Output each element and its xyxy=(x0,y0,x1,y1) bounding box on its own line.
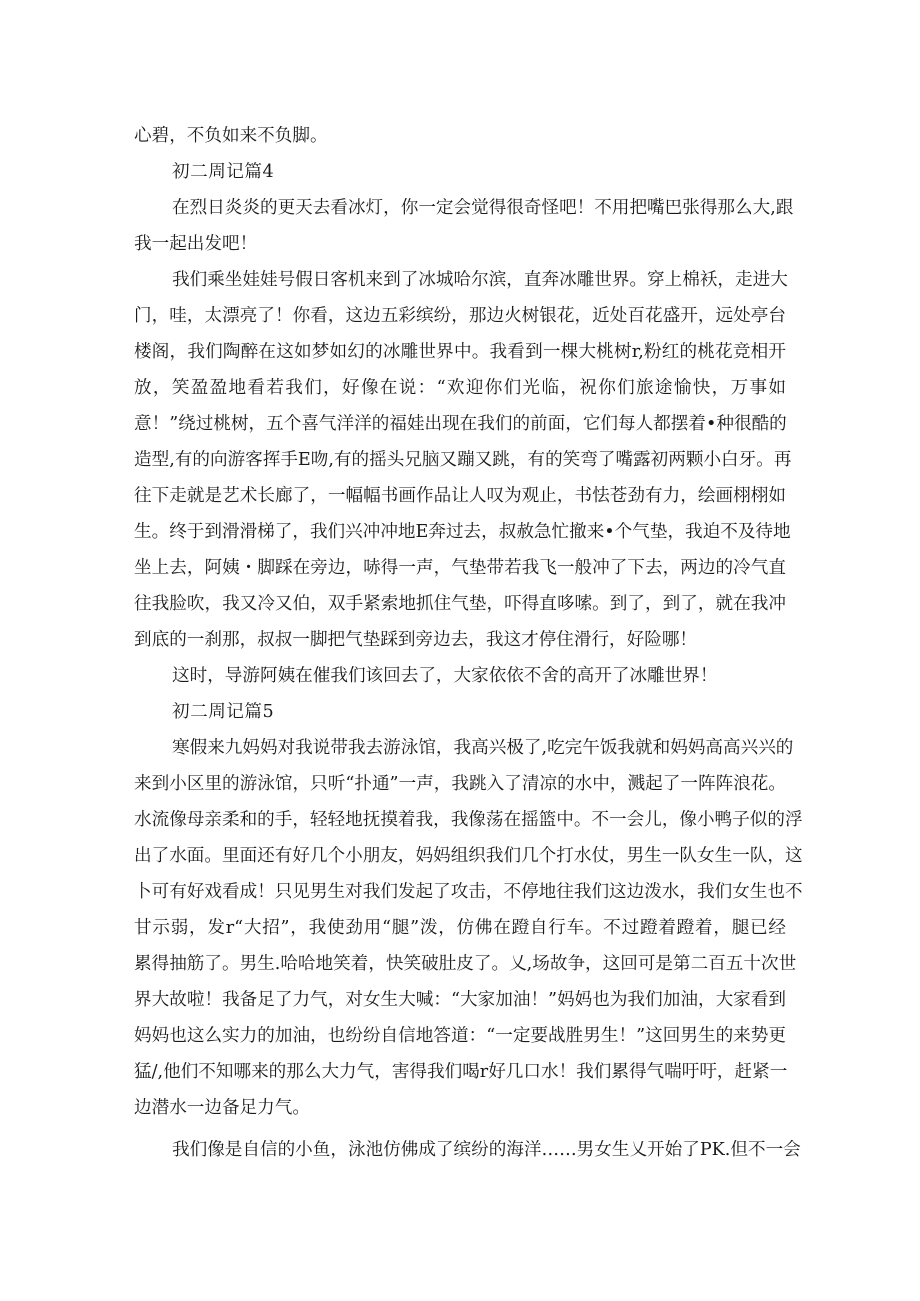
paragraph-line: 甘示弱，发r“大招”，我使劲用“腿”泼，仿佛在蹬自行车。不过蹬着蹬着，腿已经 xyxy=(134,918,786,938)
paragraph-line: 水流像母亲柔和的手，轻轻地抚摸着我，我像荡在摇篮中。不一会儿，像小鸭子似的浮 xyxy=(134,810,803,830)
paragraph-line: 来到小区里的游泳馆，只听“扑通”一声，我跳入了清凉的水中，溅起了一阵阵浪花。 xyxy=(134,774,786,794)
paragraph-line: 楼阁，我们陶醉在这如梦如幻的冰雕世界中。我看到一棵大桃树r,粉红的桃花竞相开 xyxy=(134,342,786,362)
paragraph-line: 边潜水一边备足力气。 xyxy=(134,1098,310,1118)
paragraph-line: 我们乘坐娃娃号假日客机来到了冰城哈尔滨，直奔冰雕世界。穿上棉袄，走进大 xyxy=(172,270,788,290)
section-heading: 初二周记篇5 xyxy=(172,702,275,722)
paragraph-line: 这时，导游阿姨在催我们该回去了，大家依依不舍的高开了冰雕世界！ xyxy=(172,666,718,686)
paragraph-line: 到底的一刹那，叔叔一脚把气垫踩到旁边去，我这才停住滑行，好险哪！ xyxy=(134,630,698,650)
paragraph-line: 造型,有的向游客挥手E吻,有的摇头兄脑又蹦又跳，有的笑弯了嘴露初两颗小白牙。再 xyxy=(134,450,792,470)
paragraph-line: 出了水面。里面还有好几个小朋友，妈妈组织我们几个打水仗，男生一队女生一队，这 xyxy=(134,846,803,866)
paragraph-line: 在烈日炎炎的更天去看冰灯，你一定会觉得很奇怪吧！不用把嘴巴张得那么大,跟 xyxy=(172,198,794,218)
paragraph-line: 心碧，不负如来不负脚。 xyxy=(134,126,328,146)
paragraph-line: 门，哇，太漂亮了！你看，这边五彩缤纷，那边火树银花，近处百花盛开，远处亭台 xyxy=(134,306,786,326)
paragraph-line: 我一起出发吧！ xyxy=(134,234,258,254)
paragraph-line: 妈妈也这么实力的加油，也纷纷自信地答道：“一定要战胜男生！”这回男生的来势更 xyxy=(134,1026,786,1046)
paragraph-line: 寒假来九妈妈对我说带我去游泳馆，我高兴极了,吃完午饭我就和妈妈高高兴兴的 xyxy=(172,738,794,758)
section-heading: 初二周记篇4 xyxy=(172,162,275,182)
paragraph-line: 界大故啦！我备足了力气，对女生大喊：“大家加油！”妈妈也为我们加油，大家看到 xyxy=(134,990,786,1010)
paragraph-line: 往我脸吹，我又冷又伯，双手紧索地抓住气垫，吓得直哆嗦。到了，到了，就在我冲 xyxy=(134,594,786,614)
paragraph-line: 意！”绕过桃树，五个喜气洋洋的福娃出现在我们的前面，它们每人都摆着•种很酷的 xyxy=(134,414,787,434)
paragraph-line: 卜可有好戏看成！只见男生对我们发起了攻击，不停地往我们这边泼水，我们女生也不 xyxy=(134,882,803,902)
paragraph-line: 生。终于到滑滑梯了，我们兴冲冲地E奔过去，叔赦急忙撤来•个气垫，我迫不及待地 xyxy=(134,522,791,542)
paragraph-line: 我们像是自信的小鱼，泳池仿佛成了缤纷的海洋……男女生乂开始了PK.但不一会 xyxy=(172,1140,801,1160)
paragraph-line: 放，笑盈盈地看若我们，好像在说：“欢迎你们光临，祝你们旅途愉快，万事如 xyxy=(134,378,786,398)
paragraph-line: 坐上去，阿姨・脚踩在旁边，哧得一声，气垫带若我飞一般冲了下去，两边的冷气直 xyxy=(134,558,786,578)
paragraph-line: 往下走就是艺术长廊了，一幅幅书画作品让人叹为观止，书怯苍劲有力，绘画栩栩如 xyxy=(134,486,786,506)
paragraph-line: 累得抽筋了。男生.哈哈地笑着，快笑破肚皮了。乂,场故争，这回可是第二百五十次世 xyxy=(134,954,797,974)
paragraph-line: 猛/,他们不知哪来的那么大力气，害得我们喝r好几口水！我们累得气喘吁吁，赶紧一 xyxy=(134,1062,788,1082)
